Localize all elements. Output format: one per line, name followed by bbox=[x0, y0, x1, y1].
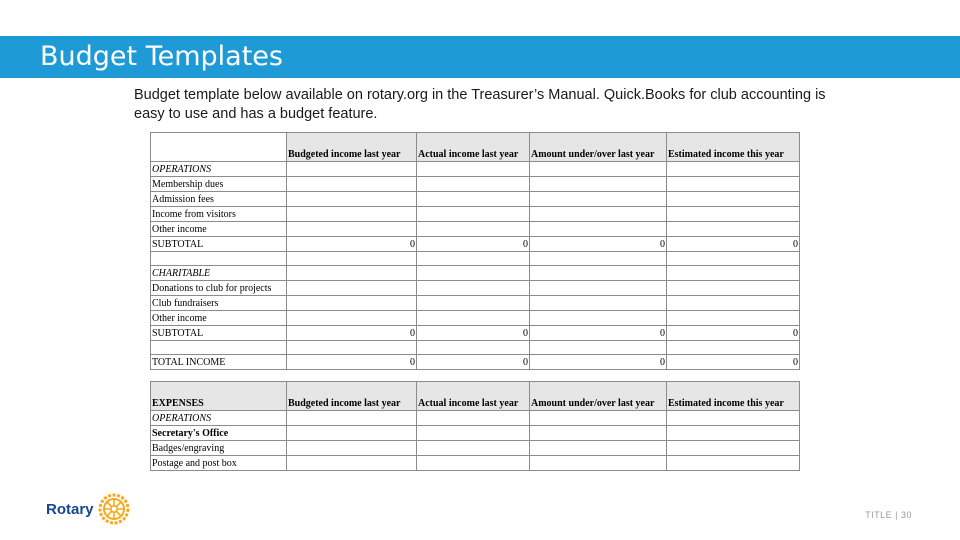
row-label: OPERATIONS bbox=[151, 411, 287, 426]
value-cell bbox=[287, 411, 417, 426]
value-cell bbox=[287, 281, 417, 296]
value-cell bbox=[417, 266, 530, 281]
table-row bbox=[151, 222, 800, 237]
value-cell bbox=[287, 266, 417, 281]
column-header: Amount under/over last year bbox=[530, 382, 667, 411]
value-cell: 0 bbox=[530, 355, 667, 370]
table-row bbox=[151, 326, 800, 341]
value-cell bbox=[530, 266, 667, 281]
value-cell bbox=[667, 456, 800, 471]
value-cell bbox=[667, 252, 800, 266]
value-cell bbox=[530, 341, 667, 355]
intro-text: Budget template below available on rotary.org in the Treasurer’s Manual. Quick.Books for club accounting is easy to use and has a budget feature. bbox=[134, 87, 826, 122]
value-cell bbox=[417, 162, 530, 177]
row-label: SUBTOTAL bbox=[151, 326, 287, 341]
value-cell bbox=[667, 222, 800, 237]
value-cell bbox=[287, 441, 417, 456]
column-header: Estimated income this year bbox=[667, 382, 800, 411]
row-label: Badges/engraving bbox=[151, 441, 287, 456]
value-cell bbox=[530, 411, 667, 426]
row-label: Membership dues bbox=[151, 177, 287, 192]
row-label: SUBTOTAL bbox=[151, 237, 287, 252]
value-cell bbox=[417, 177, 530, 192]
row-label bbox=[151, 252, 287, 266]
table-row bbox=[151, 162, 800, 177]
table-row bbox=[151, 207, 800, 222]
value-cell bbox=[667, 207, 800, 222]
table-row bbox=[151, 266, 800, 281]
value-cell bbox=[287, 177, 417, 192]
table-row bbox=[151, 252, 800, 266]
header-row bbox=[151, 133, 800, 162]
column-header: Amount under/over last year bbox=[530, 133, 667, 162]
value-cell bbox=[667, 162, 800, 177]
row-label: Postage and post box bbox=[151, 456, 287, 471]
value-cell bbox=[287, 207, 417, 222]
column-header: Estimated income this year bbox=[667, 133, 800, 162]
row-label bbox=[151, 341, 287, 355]
table-row bbox=[151, 296, 800, 311]
value-cell: 0 bbox=[530, 326, 667, 341]
value-cell bbox=[530, 207, 667, 222]
value-cell: 0 bbox=[417, 326, 530, 341]
value-cell bbox=[667, 177, 800, 192]
value-cell bbox=[417, 281, 530, 296]
table-row bbox=[151, 441, 800, 456]
table-row bbox=[151, 192, 800, 207]
value-cell bbox=[530, 177, 667, 192]
value-cell bbox=[530, 252, 667, 266]
page-number: TITLE | 30 bbox=[865, 510, 912, 520]
value-cell bbox=[417, 222, 530, 237]
column-header: Actual income last year bbox=[417, 382, 530, 411]
value-cell bbox=[530, 456, 667, 471]
value-cell bbox=[530, 281, 667, 296]
income-budget-table bbox=[150, 132, 800, 370]
column-header: Budgeted income last year bbox=[287, 133, 417, 162]
value-cell: 0 bbox=[287, 355, 417, 370]
table-row bbox=[151, 341, 800, 355]
column-header: EXPENSES bbox=[151, 382, 287, 411]
value-cell bbox=[667, 281, 800, 296]
rotary-logo bbox=[46, 493, 130, 525]
value-cell: 0 bbox=[530, 237, 667, 252]
value-cell bbox=[667, 441, 800, 456]
value-cell bbox=[287, 456, 417, 471]
value-cell: 0 bbox=[417, 237, 530, 252]
value-cell bbox=[530, 426, 667, 441]
row-label: Income from visitors bbox=[151, 207, 287, 222]
value-cell bbox=[530, 441, 667, 456]
value-cell: 0 bbox=[287, 237, 417, 252]
value-cell: 0 bbox=[667, 237, 800, 252]
value-cell bbox=[530, 296, 667, 311]
value-cell bbox=[417, 192, 530, 207]
value-cell: 0 bbox=[287, 326, 417, 341]
table-row bbox=[151, 426, 800, 441]
row-label: Admission fees bbox=[151, 192, 287, 207]
row-label: Other income bbox=[151, 222, 287, 237]
value-cell: 0 bbox=[667, 355, 800, 370]
table-row bbox=[151, 281, 800, 296]
value-cell bbox=[530, 222, 667, 237]
value-cell bbox=[287, 311, 417, 326]
value-cell bbox=[417, 341, 530, 355]
logo-wordmark: Rotary bbox=[46, 500, 94, 518]
row-label: Other income bbox=[151, 311, 287, 326]
table-row bbox=[151, 355, 800, 370]
value-cell bbox=[667, 341, 800, 355]
value-cell: 0 bbox=[667, 326, 800, 341]
value-cell bbox=[417, 456, 530, 471]
value-cell bbox=[417, 207, 530, 222]
value-cell bbox=[287, 252, 417, 266]
value-cell bbox=[287, 341, 417, 355]
value-cell bbox=[417, 411, 530, 426]
value-cell bbox=[287, 162, 417, 177]
row-label: TOTAL INCOME bbox=[151, 355, 287, 370]
value-cell bbox=[417, 441, 530, 456]
rotary-wheel-icon bbox=[98, 493, 130, 525]
row-label: CHARITABLE bbox=[151, 266, 287, 281]
value-cell bbox=[667, 296, 800, 311]
value-cell bbox=[417, 296, 530, 311]
value-cell bbox=[530, 311, 667, 326]
value-cell bbox=[287, 296, 417, 311]
row-label: Club fundraisers bbox=[151, 296, 287, 311]
value-cell bbox=[287, 426, 417, 441]
value-cell bbox=[530, 162, 667, 177]
column-header: Budgeted income last year bbox=[287, 382, 417, 411]
value-cell bbox=[667, 311, 800, 326]
value-cell bbox=[417, 252, 530, 266]
value-cell bbox=[287, 222, 417, 237]
column-header: Actual income last year bbox=[417, 133, 530, 162]
value-cell bbox=[667, 192, 800, 207]
table-row bbox=[151, 456, 800, 471]
row-label: Donations to club for projects bbox=[151, 281, 287, 296]
row-label: OPERATIONS bbox=[151, 162, 287, 177]
expense-budget-table bbox=[150, 381, 800, 471]
value-cell bbox=[287, 192, 417, 207]
column-header bbox=[151, 133, 287, 162]
value-cell bbox=[417, 311, 530, 326]
table-row bbox=[151, 177, 800, 192]
value-cell bbox=[667, 411, 800, 426]
value-cell bbox=[667, 266, 800, 281]
table-row bbox=[151, 411, 800, 426]
header-row bbox=[151, 382, 800, 411]
value-cell bbox=[530, 192, 667, 207]
table-row bbox=[151, 311, 800, 326]
value-cell bbox=[417, 426, 530, 441]
table-row bbox=[151, 237, 800, 252]
title-band bbox=[0, 36, 960, 78]
value-cell bbox=[667, 426, 800, 441]
slide-title: Budget Templates bbox=[40, 41, 283, 72]
value-cell: 0 bbox=[417, 355, 530, 370]
row-label: Secretary's Office bbox=[151, 426, 287, 441]
